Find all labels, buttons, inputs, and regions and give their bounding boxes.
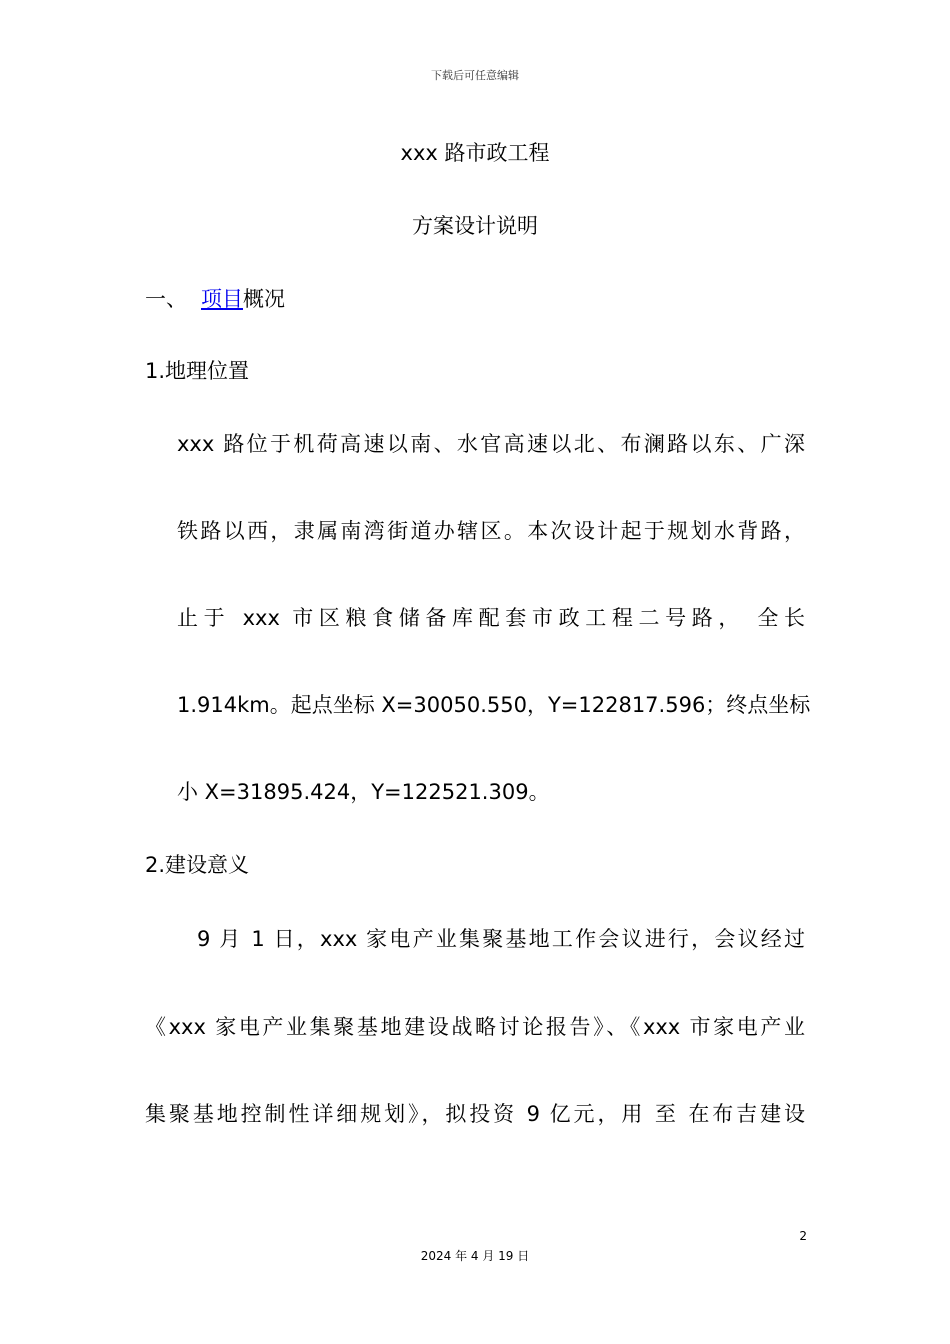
document-subtitle: 方案设计说明 xyxy=(412,214,538,238)
paragraph-line: 止于 xxx 市区粮食储备库配套市政工程二号路， 全长 xyxy=(177,606,805,630)
page-number: 2 xyxy=(799,1229,807,1243)
section-number: 一、 xyxy=(145,287,187,311)
subsection-heading-significance: 2.建设意义 xyxy=(145,853,250,877)
paragraph-line: 集聚基地控制性详细规划》，拟投资 9 亿元，用 至 在布吉建设 xyxy=(145,1102,805,1126)
paragraph-line: 铁路以西，隶属南湾街道办辖区。本次设计起于规划水背路， xyxy=(177,519,805,543)
section-heading-rest: 概况 xyxy=(243,287,285,311)
paragraph-line: 《xxx 家电产业集聚基地建设战略讨论报告》、《xxx 市家电产业 xyxy=(145,1015,805,1039)
section-heading-overview xyxy=(145,283,285,313)
paragraph-line: 1.914km。起点坐标 X=30050.550，Y=122817.596；终点坐标 xyxy=(177,693,811,717)
document-title: xxx 路市政工程 xyxy=(400,141,550,165)
paragraph-line: xxx 路位于机荷高速以南、水官高速以北、布澜路以东、广深 xyxy=(177,432,805,456)
page-header: 下载后可任意编辑 xyxy=(431,69,519,82)
page-footer-date: 2024 年 4 月 19 日 xyxy=(420,1249,530,1263)
project-link[interactable]: 项目 xyxy=(201,287,243,311)
subsection-heading-location: 1.地理位置 xyxy=(145,359,250,383)
paragraph-line: 9 月 1 日，xxx 家电产业集聚基地工作会议进行，会议经过 xyxy=(197,927,805,951)
paragraph-line: 小 X=31895.424，Y=122521.309。 xyxy=(177,780,550,804)
